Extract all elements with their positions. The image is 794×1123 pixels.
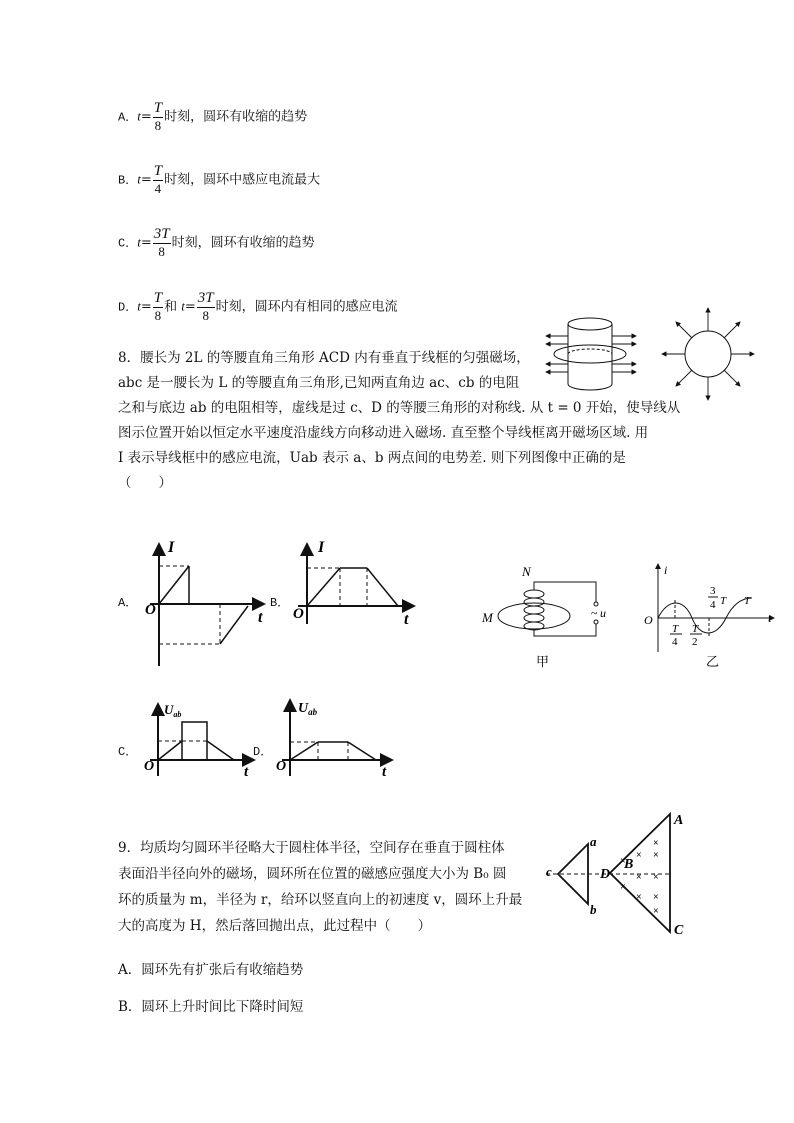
axis-x-label: t	[258, 609, 263, 626]
var-t: t	[137, 298, 141, 314]
q8-line-1: 8．腰长为 2L 的等腰直角三角形 ACD 内有垂直于线框的匀强磁场，	[118, 350, 530, 366]
graph-a-label: A．	[118, 596, 138, 610]
caption-jia: 甲	[536, 654, 550, 669]
graph-c-label: C．	[118, 745, 138, 759]
q7-option-c	[118, 226, 315, 260]
option-letter: B．	[118, 173, 138, 188]
fraction	[153, 290, 163, 324]
svg-text:×: ×	[636, 850, 642, 861]
graph-d	[272, 696, 396, 780]
label-a-upper: A	[674, 813, 684, 828]
label-b: b	[590, 902, 597, 917]
fraction	[197, 290, 215, 324]
svg-text:×: ×	[620, 882, 626, 893]
axis-x-label: t	[244, 764, 249, 780]
fraction	[153, 100, 163, 134]
equals: =	[140, 109, 152, 125]
tick-t4-num: T	[672, 623, 679, 635]
ac-source-symbol: ~	[591, 606, 598, 620]
numerator: 3T	[153, 226, 170, 242]
tick-t34-num: 3	[710, 585, 716, 597]
tick-t4-den: 4	[672, 636, 678, 648]
label-b-upper: B	[624, 857, 634, 872]
label-c: c	[546, 864, 552, 879]
caption-yi: 乙	[706, 654, 720, 669]
origin-label: O	[144, 759, 155, 774]
equals: =	[140, 299, 152, 315]
option-letter: D．	[118, 300, 138, 315]
option-letter: A．	[118, 110, 138, 125]
label-c-upper: C	[674, 923, 684, 938]
var-t: t	[137, 108, 141, 124]
curve-rise	[159, 566, 189, 604]
q8-text	[118, 346, 548, 396]
axis-y-label: I	[168, 539, 175, 556]
q8-line-2: abc 是一腰长为 L 的等腰直角三角形,已知两直角边 ac、cb 的电阻	[118, 375, 520, 391]
axis-x-label: t	[382, 764, 387, 780]
q8-line-4: 图示位置开始以恒定水平速度沿虚线方向移动进入磁场. 直至整个导线框离开磁场区域. 用	[118, 425, 649, 441]
q8-line-3: 之和与底边 ab 的电阻相等，虚线是过 c、D 的等腰三角形的对称线. 从 t = 0 开始，使导线从	[118, 400, 681, 416]
q9-line-3: 环的质量为 m，半径为 r，给环以竖直向上的初速度 v，圆环上升最	[118, 892, 523, 908]
triangle-field-figure	[540, 810, 684, 938]
svg-text:×: ×	[653, 838, 659, 849]
var-t: t	[137, 234, 141, 250]
origin-label: O	[293, 606, 304, 622]
q7-option-d	[118, 290, 398, 324]
option-text: 时刻，圆环有收缩的趋势	[171, 235, 315, 251]
label-u: u	[600, 606, 606, 620]
q8-line-6: （ ）	[118, 475, 172, 491]
label-a: a	[590, 834, 597, 849]
axis-x-label: t	[768, 611, 772, 625]
svg-text:×: ×	[653, 892, 659, 903]
denominator: 8	[154, 308, 162, 323]
axis-y-label: $U_{ab}$	[298, 701, 318, 717]
svg-text:×: ×	[653, 906, 659, 917]
cylinder-ring-diagram	[540, 308, 640, 400]
tick-t2-num: T	[692, 623, 699, 635]
axis-x-label: t	[404, 611, 409, 628]
conjunction: 和	[164, 299, 178, 315]
graph-b	[288, 538, 418, 628]
var-t: t	[137, 171, 141, 187]
graph-d-label: D．	[253, 745, 273, 759]
option-text: 时刻，圆环内有相同的感应电流	[215, 299, 398, 315]
fraction	[153, 226, 171, 260]
top-view-radial-diagram	[658, 304, 758, 404]
svg-text:×: ×	[653, 872, 659, 883]
equals: =	[140, 235, 152, 251]
q7-option-a	[118, 100, 307, 134]
q7-option-b	[118, 163, 320, 197]
origin-label: O	[145, 602, 156, 618]
denominator: 4	[154, 181, 162, 196]
q9-line-4: 大的高度为 H，然后落回抛出点，此过程中（ ）	[118, 918, 432, 934]
svg-text:×: ×	[653, 850, 659, 861]
numerator: T	[153, 100, 163, 116]
label-n: N	[522, 564, 531, 579]
var-t: t	[181, 298, 185, 314]
denominator: 8	[202, 308, 209, 323]
graph-c	[140, 700, 260, 780]
svg-text:×: ×	[636, 872, 642, 883]
numerator: T	[153, 290, 163, 306]
graph-a	[140, 538, 270, 670]
origin-label: O	[276, 759, 287, 774]
option-text: 时刻，圆环中感应电流最大	[164, 172, 321, 188]
fraction	[153, 163, 163, 197]
axis-y-label: $U_{ab}$	[164, 702, 182, 719]
q9-option-a: A．圆环先有扩张后有收缩趋势	[118, 962, 304, 978]
sine-figure-yi	[640, 560, 780, 674]
tick-t34-den: 4	[710, 599, 716, 611]
field-cross-marks	[620, 838, 659, 917]
denominator: 8	[154, 118, 162, 133]
numerator: T	[153, 163, 163, 179]
coil-figure-jia	[478, 562, 604, 672]
tick-t: T	[744, 595, 751, 607]
graph-b-label: B．	[270, 596, 290, 610]
equals: =	[140, 172, 152, 188]
q9-line-2: 表面沿半径向外的磁场，圆环所在位置的磁感应强度大小为 B₀ 圆	[118, 866, 507, 882]
option-text: 时刻，圆环有收缩的趋势	[164, 109, 308, 125]
axis-y-label: I	[318, 539, 325, 556]
q8-line-5: I 表示导线框中的感应电流，Uab 表示 a、b 两点间的电势差. 则下列图像中正确的是	[118, 450, 626, 466]
option-letter: C．	[118, 236, 138, 251]
axis-y-label: i	[664, 563, 668, 577]
q9-option-b: B．圆环上升时间比下降时间短	[118, 999, 304, 1015]
numerator: 3T	[197, 290, 214, 306]
q9-line-1: 9．均质均匀圆环半径略大于圆柱体半径，空间存在垂直于圆柱体	[118, 840, 505, 856]
svg-text:×: ×	[636, 892, 642, 903]
denominator: 8	[158, 244, 165, 259]
q8-text-wide	[118, 396, 758, 496]
equals: =	[184, 299, 196, 315]
tick-t34-t: T	[720, 595, 727, 607]
svg-text:×: ×	[620, 856, 626, 867]
q9-text	[118, 835, 558, 939]
origin-label: O	[644, 613, 653, 627]
label-m: M	[482, 610, 493, 625]
tick-t2-den: 2	[692, 636, 698, 648]
label-d: D	[600, 867, 611, 882]
